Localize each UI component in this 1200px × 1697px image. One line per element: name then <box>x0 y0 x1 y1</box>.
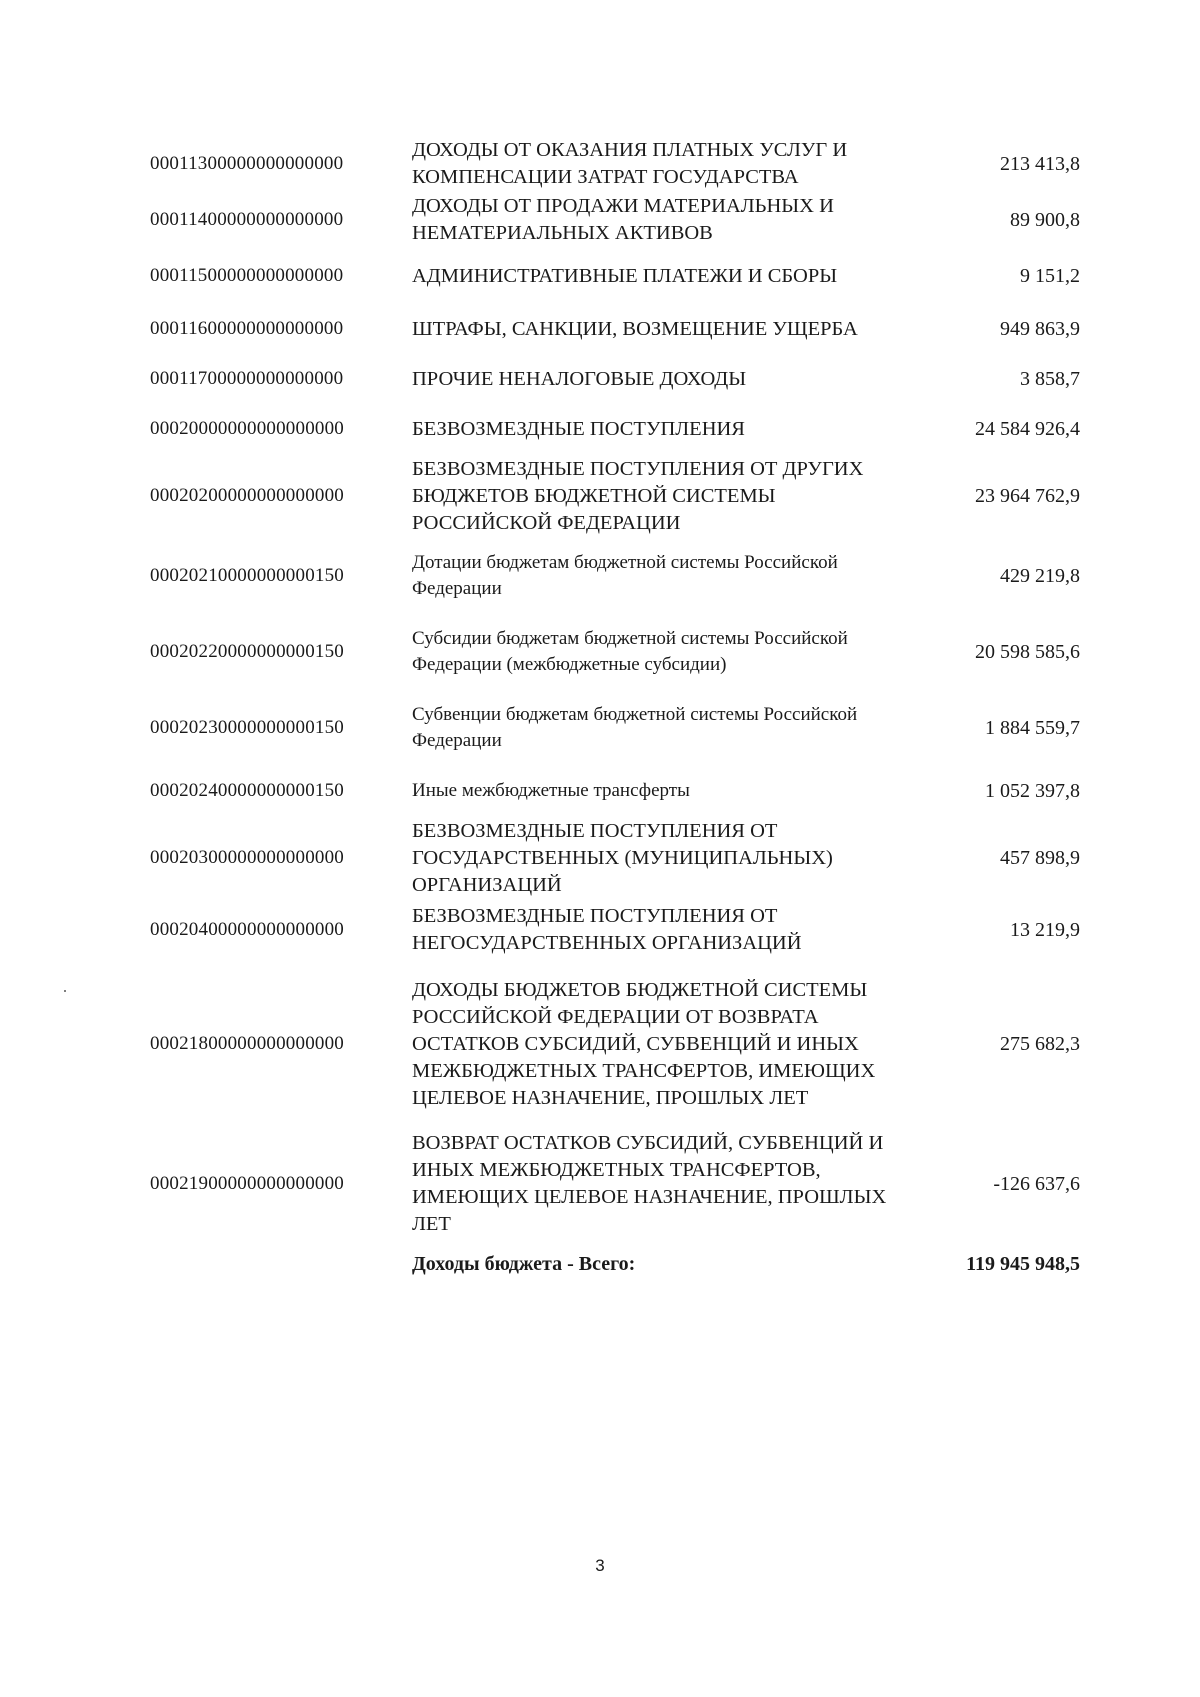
income-name: ПРОЧИЕ НЕНАЛОГОВЫЕ ДОХОДЫ <box>412 367 747 390</box>
budget-code: 00020400000000000000 <box>150 919 344 940</box>
budget-code: 00011300000000000000 <box>150 153 344 174</box>
total-label: Доходы бюджета - Всего: <box>412 1252 636 1275</box>
income-amount: 275 682,3 <box>1000 1032 1080 1055</box>
income-name: ДОХОДЫ ОТ ОКАЗАНИЯ ПЛАТНЫХ УСЛУГ И КОМПЕНСАЦИИ ЗАТРАТ ГОСУДАРСТВА <box>412 139 848 188</box>
table-row <box>150 304 1080 354</box>
income-name: Субсидии бюджетам бюджетной системы Российской Федерации (межбюджетные субсидии) <box>412 628 848 675</box>
income-name: ДОХОДЫ БЮДЖЕТОВ БЮДЖЕТНОЙ СИСТЕМЫ РОССИЙСКОЙ ФЕДЕРАЦИИ ОТ ВОЗВРАТА ОСТАТКОВ СУБСИДИЙ, СУБВЕНЦИЙ И ИНЫХ МЕЖБЮДЖЕТНЫХ ТРАНСФЕРТОВ, ИМЕЮЩИХ ЦЕЛЕВОЕ НАЗНАЧЕНИЕ, ПРОШЛЫХ ЛЕТ <box>412 978 876 1109</box>
income-name: Иные межбюджетные трансферты <box>412 780 690 801</box>
table-row <box>150 404 1080 454</box>
table-row <box>150 248 1080 304</box>
budget-code: 00020230000000000150 <box>150 717 344 738</box>
table-row <box>150 690 1080 766</box>
income-name: БЕЗВОЗМЕЗДНЫЕ ПОСТУПЛЕНИЯ <box>412 417 745 440</box>
table-row <box>150 766 1080 816</box>
budget-code: 00020200000000000000 <box>150 485 344 506</box>
income-name: ШТРАФЫ, САНКЦИИ, ВОЗМЕЩЕНИЕ УЩЕРБА <box>412 317 858 340</box>
budget-code: 00011400000000000000 <box>150 209 344 230</box>
income-name: БЕЗВОЗМЕЗДНЫЕ ПОСТУПЛЕНИЯ ОТ ДРУГИХ БЮДЖЕТОВ БЮДЖЕТНОЙ СИСТЕМЫ РОССИЙСКОЙ ФЕДЕРАЦИИ <box>412 457 864 534</box>
income-name: Дотации бюджетам бюджетной системы Российской Федерации <box>412 552 838 599</box>
budget-code: 00021900000000000000 <box>150 1173 344 1194</box>
table-row <box>150 454 1080 538</box>
income-amount: 23 964 762,9 <box>975 484 1080 507</box>
budget-code: 00021800000000000000 <box>150 1033 344 1054</box>
income-name: АДМИНИСТРАТИВНЫЕ ПЛАТЕЖИ И СБОРЫ <box>412 264 838 287</box>
total-code-cell <box>150 1240 412 1288</box>
income-name: Субвенции бюджетам бюджетной системы Российской Федерации <box>412 704 858 751</box>
table-row <box>150 192 1080 248</box>
budget-code: 00011600000000000000 <box>150 318 344 339</box>
income-name: ДОХОДЫ ОТ ПРОДАЖИ МАТЕРИАЛЬНЫХ И НЕМАТЕРИАЛЬНЫХ АКТИВОВ <box>412 195 834 244</box>
income-amount: -126 637,6 <box>993 1172 1080 1195</box>
income-amount: 13 219,9 <box>1010 918 1080 941</box>
income-amount: 213 413,8 <box>1000 152 1080 175</box>
income-name: БЕЗВОЗМЕЗДНЫЕ ПОСТУПЛЕНИЯ ОТ НЕГОСУДАРСТВЕННЫХ ОРГАНИЗАЦИЙ <box>412 905 802 954</box>
budget-code: 00011500000000000000 <box>150 265 344 286</box>
budget-code: 00020210000000000150 <box>150 565 344 586</box>
table-row <box>150 1128 1080 1240</box>
total-amount: 119 945 948,5 <box>966 1252 1080 1275</box>
income-amount: 429 219,8 <box>1000 564 1080 587</box>
budget-code: 00020300000000000000 <box>150 847 344 868</box>
table-row <box>150 816 1080 900</box>
income-amount: 457 898,9 <box>1000 846 1080 869</box>
income-amount: 1 884 559,7 <box>985 716 1080 739</box>
table-row <box>150 136 1080 192</box>
budget-code: 00020000000000000000 <box>150 418 344 439</box>
page-number: 3 <box>595 1556 605 1575</box>
income-amount: 9 151,2 <box>1020 264 1080 287</box>
income-amount: 1 052 397,8 <box>985 779 1080 802</box>
income-name: БЕЗВОЗМЕЗДНЫЕ ПОСТУПЛЕНИЯ ОТ ГОСУДАРСТВЕННЫХ (МУНИЦИПАЛЬНЫХ) ОРГАНИЗАЦИЙ <box>412 819 833 896</box>
income-amount: 89 900,8 <box>1010 208 1080 231</box>
budget-code: 00020220000000000150 <box>150 641 344 662</box>
budget-code: 00020240000000000150 <box>150 780 344 801</box>
budget-income-table <box>150 136 1080 1288</box>
scan-speck <box>64 990 66 992</box>
income-amount: 24 584 926,4 <box>975 417 1080 440</box>
income-name: ВОЗВРАТ ОСТАТКОВ СУБСИДИЙ, СУБВЕНЦИЙ И ИНЫХ МЕЖБЮДЖЕТНЫХ ТРАНСФЕРТОВ, ИМЕЮЩИХ ЦЕЛЕВОЕ НАЗНАЧЕНИЕ, ПРОШЛЫХ ЛЕТ <box>412 1132 887 1235</box>
income-amount: 3 858,7 <box>1020 367 1080 390</box>
budget-code: 00011700000000000000 <box>150 368 344 389</box>
table-row <box>150 900 1080 960</box>
table-row <box>150 960 1080 1128</box>
income-amount: 20 598 585,6 <box>975 640 1080 663</box>
total-row <box>150 1240 1080 1288</box>
table-row <box>150 538 1080 614</box>
income-amount: 949 863,9 <box>1000 317 1080 340</box>
table-row <box>150 354 1080 404</box>
table-row <box>150 614 1080 690</box>
